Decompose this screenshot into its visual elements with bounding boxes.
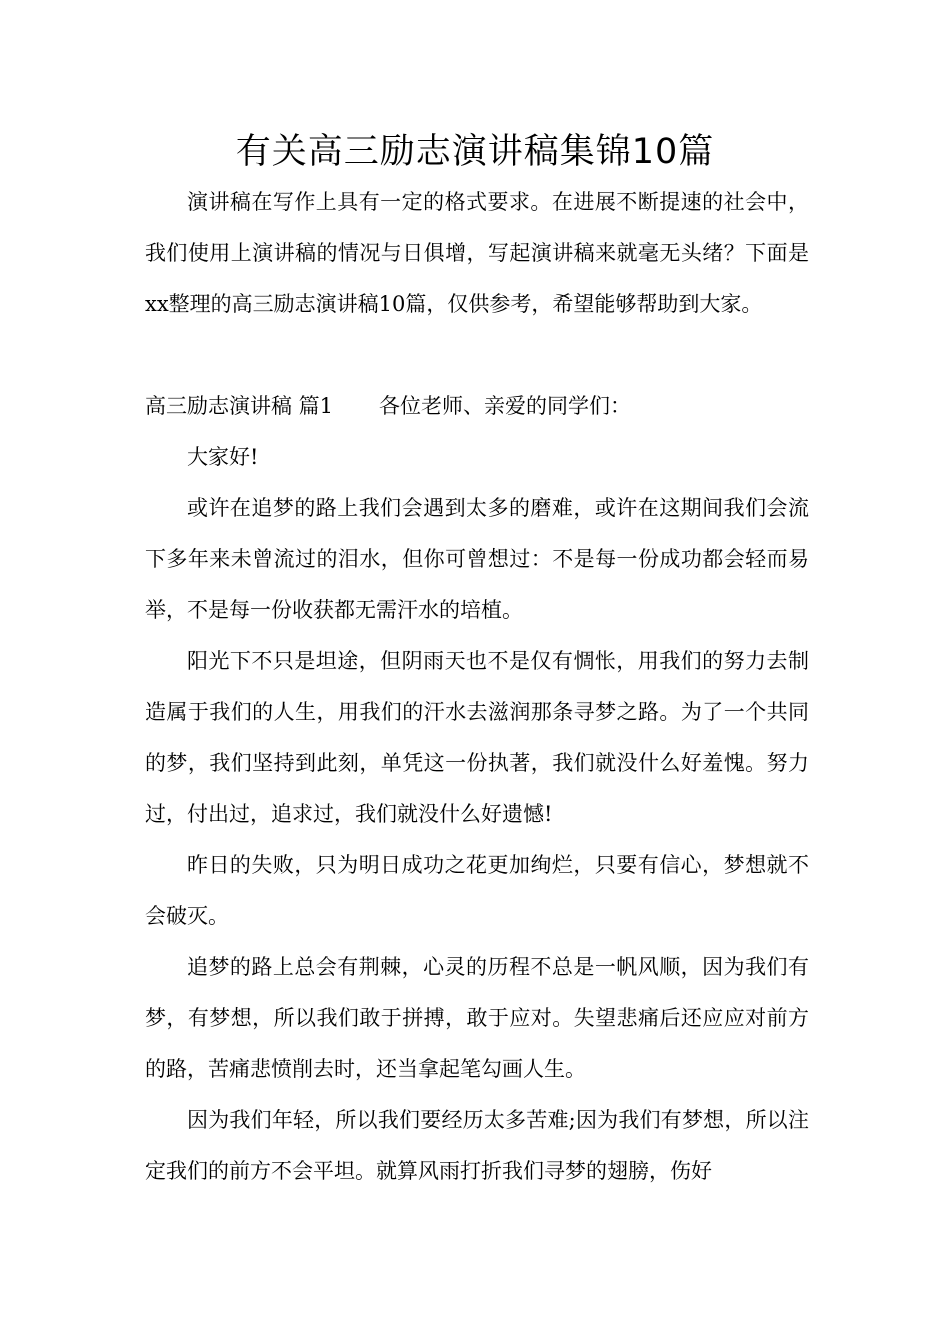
paragraph: 昨日的失败，只为明日成功之花更加绚烂，只要有信心，梦想就不会破灭。: [145, 853, 809, 928]
paragraph: 大家好!: [187, 445, 259, 469]
blank-line: [145, 330, 809, 381]
intro-paragraph: 演讲稿在写作上具有一定的格式要求。在进展不断提速的社会中，我们使用上演讲稿的情况与日俱增，写起演讲稿来就毫无头绪？下面是xx整理的高三励志演讲稿10篇，仅供参考，希望能够帮助到大家。: [145, 190, 809, 316]
paragraph: 阳光下不只是坦途，但阴雨天也不是仅有惆怅，用我们的努力去制造属于我们的人生，用我们的汗水去滋润那条寻梦之路。为了一个共同的梦，我们坚持到此刻，单凭这一份执著，我们就没什么好羞愧。努力过，付出过，追求过，我们就没什么好遗憾!: [145, 649, 809, 826]
document-body: [145, 177, 809, 1197]
section-heading: 高三励志演讲稿 篇1: [145, 394, 334, 418]
paragraph: 因为我们年轻，所以我们要经历太多苦难;因为我们有梦想，所以注定我们的前方不会平坦。就算风雨打折我们寻梦的翅膀，伤好: [145, 1108, 809, 1183]
paragraph: 或许在追梦的路上我们会遇到太多的磨难，或许在这期间我们会流下多年来未曾流过的泪水，但你可曾想过：不是每一份成功都会轻而易举，不是每一份收获都无需汗水的培植。: [145, 496, 809, 622]
salutation: 各位老师、亲爱的同学们：: [379, 394, 632, 418]
paragraph: 追梦的路上总会有荆棘，心灵的历程不总是一帆风顺，因为我们有梦，有梦想，所以我们敢于拼搏，敢于应对。失望悲痛后还应应对前方的路，苦痛悲愤削去时，还当拿起笔勾画人生。: [145, 955, 809, 1081]
section-heading-line: [145, 381, 809, 432]
document-title: 有关高三励志演讲稿集锦10篇: [235, 132, 715, 172]
